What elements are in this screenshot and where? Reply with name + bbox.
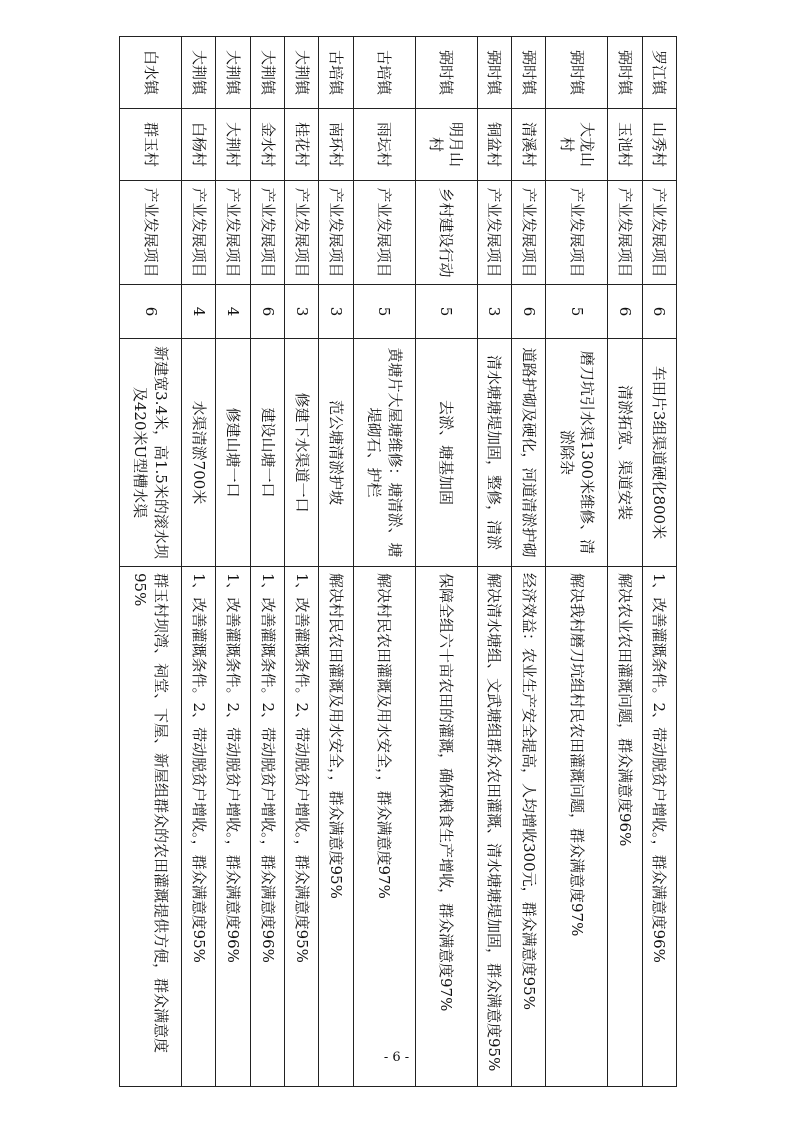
village-cell: 铜盆村 <box>477 109 511 181</box>
content-cell: 新建宽3.4米，高1.5米的滚水坝及420米U型槽水渠 <box>120 339 182 567</box>
benefit-cell: 经济效益：农业生产安全提高，人均增收300元，群众满意度95% <box>512 567 546 1087</box>
table-row <box>120 37 182 1087</box>
town-cell: 弼时镇 <box>415 37 477 109</box>
benefit-cell: 1、改善灌溉条件。2、带动脱贫户增收。，群众满意度95% <box>285 567 319 1087</box>
town-cell: 弼时镇 <box>546 37 608 109</box>
content-cell: 修建山塘一口 <box>216 339 250 567</box>
type-cell: 乡村建设行动 <box>415 181 477 285</box>
town-cell: 弼时镇 <box>608 37 642 109</box>
count-cell: 5 <box>353 285 415 339</box>
village-cell: 玉池村 <box>608 109 642 181</box>
table-row <box>642 37 676 1087</box>
content-cell: 清淤拓宽、渠道安装 <box>608 339 642 567</box>
type-cell: 产业发展项目 <box>120 181 182 285</box>
type-cell: 产业发展项目 <box>512 181 546 285</box>
type-cell: 产业发展项目 <box>182 181 216 285</box>
rotated-table-wrapper <box>119 36 677 1086</box>
content-cell: 车田片3组渠道硬化800米 <box>642 339 676 567</box>
count-cell: 3 <box>319 285 353 339</box>
table-row <box>546 37 608 1087</box>
village-cell: 大龙山村 <box>546 109 608 181</box>
town-cell: 大荆镇 <box>285 37 319 109</box>
count-cell: 3 <box>477 285 511 339</box>
type-cell: 产业发展项目 <box>642 181 676 285</box>
type-cell: 产业发展项目 <box>546 181 608 285</box>
content-cell: 水渠清淤700米 <box>182 339 216 567</box>
count-cell: 3 <box>285 285 319 339</box>
table-row <box>608 37 642 1087</box>
count-cell: 6 <box>512 285 546 339</box>
content-cell: 建设山塘一口 <box>250 339 284 567</box>
content-cell: 道路护砌及硬化，河道清淤护砌 <box>512 339 546 567</box>
content-cell: 清水塘塘堤加固，整修，清淤 <box>477 339 511 567</box>
type-cell: 产业发展项目 <box>477 181 511 285</box>
village-cell: 雨坛村 <box>353 109 415 181</box>
village-cell: 白杨村 <box>182 109 216 181</box>
town-cell: 大荆镇 <box>216 37 250 109</box>
content-cell: 修建下水渠道一口 <box>285 339 319 567</box>
benefit-cell: 解决我村磨刀坑组村民农田灌溉问题，群众满意度97% <box>546 567 608 1087</box>
count-cell: 6 <box>120 285 182 339</box>
table-row <box>216 37 250 1087</box>
benefit-cell: 解决村民农田灌溉及用水安全，，群众满意度95% <box>319 567 353 1087</box>
benefit-cell: 解决农业农田灌溉问题，群众满意度96% <box>608 567 642 1087</box>
page-number: - 6 - <box>383 1050 410 1065</box>
benefit-cell: 解决清水塘组、文武塘组群众农田灌溉、清水塘塘堤加固，群众满意度95% <box>477 567 511 1087</box>
town-cell: 罗江镇 <box>642 37 676 109</box>
count-cell: 6 <box>250 285 284 339</box>
type-cell: 产业发展项目 <box>353 181 415 285</box>
table-row <box>319 37 353 1087</box>
village-cell: 南环村 <box>319 109 353 181</box>
table-row <box>415 37 477 1087</box>
content-cell: 去淤、塘基加固 <box>415 339 477 567</box>
benefit-cell: 解决村民农田灌溉及用水安全，，群众满意度97% <box>353 567 415 1087</box>
village-cell: 桂花村 <box>285 109 319 181</box>
village-cell: 明月山村 <box>415 109 477 181</box>
type-cell: 产业发展项目 <box>319 181 353 285</box>
content-cell: 黄塘片大屋塘维修：塘清淤、塘堤砌石、护栏 <box>353 339 415 567</box>
benefit-cell: 群玉村坝湾、祠堂、下屋、新屋组群众的农田灌溉提供方便，群众满意度95% <box>120 567 182 1087</box>
village-cell: 群玉村 <box>120 109 182 181</box>
town-cell: 弼时镇 <box>512 37 546 109</box>
type-cell: 产业发展项目 <box>250 181 284 285</box>
village-cell: 清溪村 <box>512 109 546 181</box>
benefit-cell: 保障全组六十亩农田的灌溉，确保粮食生产增收，群众满意度97% <box>415 567 477 1087</box>
count-cell: 6 <box>642 285 676 339</box>
village-cell: 大荆村 <box>216 109 250 181</box>
town-cell: 古培镇 <box>319 37 353 109</box>
town-cell: 古培镇 <box>353 37 415 109</box>
benefit-cell: 1、改善灌溉条件。2、带动脱贫户增收。，群众满意度96% <box>642 567 676 1087</box>
table-row <box>182 37 216 1087</box>
table-row <box>250 37 284 1087</box>
project-table <box>119 36 677 1087</box>
count-cell: 5 <box>546 285 608 339</box>
table-row <box>353 37 415 1087</box>
count-cell: 4 <box>216 285 250 339</box>
benefit-cell: 1、改善灌溉条件。2、带动脱贫户增收。，群众满意度96% <box>250 567 284 1087</box>
type-cell: 产业发展项目 <box>285 181 319 285</box>
village-cell: 金水村 <box>250 109 284 181</box>
count-cell: 6 <box>608 285 642 339</box>
table-row <box>477 37 511 1087</box>
town-cell: 弼时镇 <box>477 37 511 109</box>
content-cell: 范公塘清淤护坡 <box>319 339 353 567</box>
village-cell: 山秀村 <box>642 109 676 181</box>
town-cell: 白水镇 <box>120 37 182 109</box>
count-cell: 5 <box>415 285 477 339</box>
content-cell: 磨刀坑引水渠1300米维修、清淤除杂 <box>546 339 608 567</box>
type-cell: 产业发展项目 <box>608 181 642 285</box>
town-cell: 大荆镇 <box>182 37 216 109</box>
town-cell: 大荆镇 <box>250 37 284 109</box>
table-row <box>285 37 319 1087</box>
count-cell: 4 <box>182 285 216 339</box>
benefit-cell: 1、改善灌溉条件。2、带动脱贫户增收。，群众满意度96% <box>216 567 250 1087</box>
benefit-cell: 1、改善灌溉条件。2、带动脱贫户增收。，群众满意度95% <box>182 567 216 1087</box>
table-row <box>512 37 546 1087</box>
type-cell: 产业发展项目 <box>216 181 250 285</box>
